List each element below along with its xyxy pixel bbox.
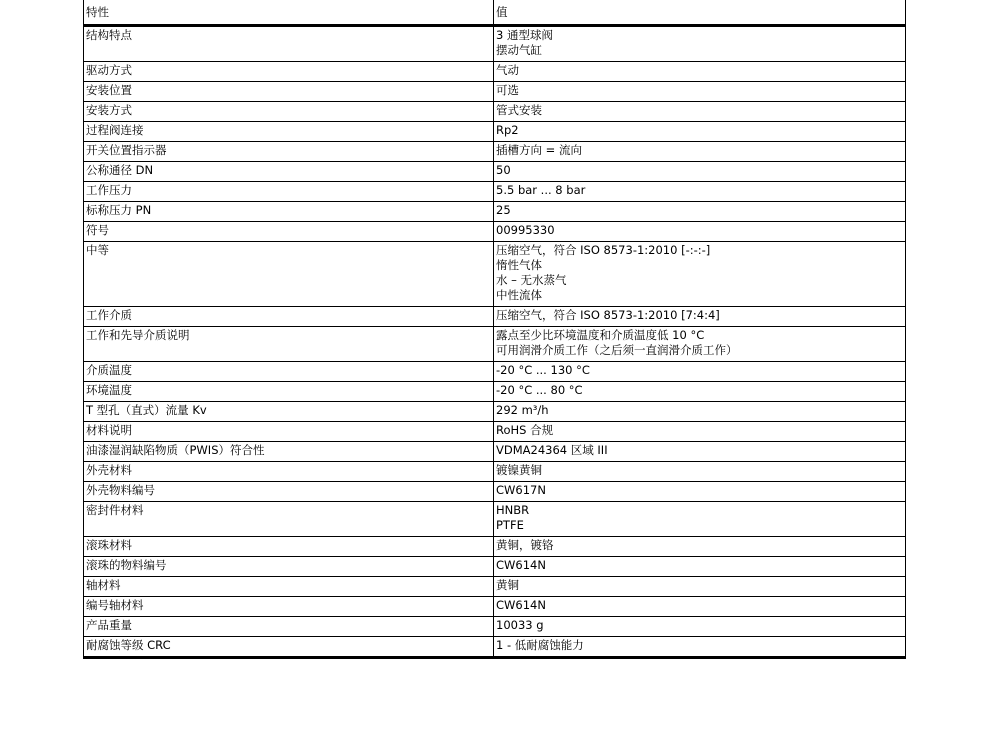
value-line: CW617N [496, 483, 546, 497]
value-cell [494, 442, 906, 462]
table-row [84, 597, 906, 617]
value-cell [494, 182, 906, 202]
value-line: -20 °C ... 130 °C [496, 363, 590, 377]
value-cell [494, 307, 906, 327]
property-cell: 开关位置指示器 [84, 142, 494, 162]
value-cell [494, 402, 906, 422]
value-line: 露点至少比环境温度和介质温度低 10 °C [496, 328, 705, 342]
value-line: 摆动气缸 [496, 43, 542, 57]
value-line: 惰性气体 [496, 258, 542, 272]
value-cell [494, 637, 906, 658]
value-cell [494, 327, 906, 362]
property-cell: 结构特点 [84, 26, 494, 62]
value-cell [494, 537, 906, 557]
table-row [84, 122, 906, 142]
value-line: CW614N [496, 598, 546, 612]
value-line: 10033 g [496, 618, 544, 632]
value-line: 压缩空气，符合 ISO 8573-1:2010 [7:4:4] [496, 308, 720, 322]
table-row [84, 462, 906, 482]
value-line: RoHS 合规 [496, 423, 554, 437]
value-line: 可选 [496, 83, 519, 97]
property-cell: 滚珠的物料编号 [84, 557, 494, 577]
table-row [84, 382, 906, 402]
value-cell [494, 577, 906, 597]
property-cell: 轴材料 [84, 577, 494, 597]
table-row [84, 362, 906, 382]
table-row [84, 242, 906, 307]
property-cell: 滚珠材料 [84, 537, 494, 557]
table-row [84, 26, 906, 62]
property-cell: 标称压力 PN [84, 202, 494, 222]
header-property: 特性 [84, 0, 494, 26]
value-line: 水 – 无水蒸气 [496, 273, 567, 287]
property-cell: 工作介质 [84, 307, 494, 327]
value-line: 3 通型球阀 [496, 28, 553, 42]
value-line: 00995330 [496, 223, 555, 237]
property-cell: 工作和先导介质说明 [84, 327, 494, 362]
table-row [84, 557, 906, 577]
table-row [84, 307, 906, 327]
value-line: VDMA24364 区域 III [496, 443, 608, 457]
table-row [84, 577, 906, 597]
table-row [84, 162, 906, 182]
property-cell: 编号轴材料 [84, 597, 494, 617]
value-cell [494, 597, 906, 617]
table-row [84, 82, 906, 102]
property-cell: T 型孔（直式）流量 Kv [84, 402, 494, 422]
property-cell: 耐腐蚀等级 CRC [84, 637, 494, 658]
property-cell: 产品重量 [84, 617, 494, 637]
value-cell [494, 462, 906, 482]
table-row [84, 442, 906, 462]
value-cell [494, 122, 906, 142]
property-cell: 密封件材料 [84, 502, 494, 537]
property-cell: 外壳材料 [84, 462, 494, 482]
table-row [84, 102, 906, 122]
value-cell [494, 102, 906, 122]
property-cell: 驱动方式 [84, 62, 494, 82]
value-cell [494, 202, 906, 222]
value-cell [494, 362, 906, 382]
value-cell [494, 162, 906, 182]
specification-table [83, 0, 906, 659]
value-line: 气动 [496, 63, 519, 77]
table-row [84, 142, 906, 162]
value-line: 黄铜 [496, 578, 519, 592]
value-cell [494, 422, 906, 442]
value-line: 管式安装 [496, 103, 542, 117]
value-line: 25 [496, 203, 511, 217]
property-cell: 过程阀连接 [84, 122, 494, 142]
header-value: 值 [494, 0, 906, 26]
value-line: 5.5 bar ... 8 bar [496, 183, 586, 197]
table-row [84, 537, 906, 557]
property-cell: 外壳物料编号 [84, 482, 494, 502]
value-cell [494, 382, 906, 402]
table-row [84, 422, 906, 442]
property-cell: 安装方式 [84, 102, 494, 122]
value-line: CW614N [496, 558, 546, 572]
table-row [84, 222, 906, 242]
value-cell [494, 62, 906, 82]
table-row [84, 617, 906, 637]
value-line: 1 - 低耐腐蚀能力 [496, 638, 584, 652]
table-row [84, 502, 906, 537]
property-cell: 材料说明 [84, 422, 494, 442]
table-body [84, 26, 906, 658]
property-cell: 符号 [84, 222, 494, 242]
table-row [84, 62, 906, 82]
value-line: 插槽方向 = 流向 [496, 143, 582, 157]
value-line: 黄铜，镀铬 [496, 538, 554, 552]
value-line: 镀镍黄铜 [496, 463, 542, 477]
value-cell [494, 502, 906, 537]
value-cell [494, 557, 906, 577]
value-cell [494, 222, 906, 242]
value-cell [494, 26, 906, 62]
property-cell: 油漆湿润缺陷物质（PWIS）符合性 [84, 442, 494, 462]
property-cell: 中等 [84, 242, 494, 307]
table-row [84, 327, 906, 362]
table-row [84, 637, 906, 658]
value-line: PTFE [496, 518, 524, 532]
value-line: 中性流体 [496, 288, 542, 302]
property-cell: 介质温度 [84, 362, 494, 382]
value-line: 292 m³/h [496, 403, 549, 417]
property-cell: 公称通径 DN [84, 162, 494, 182]
value-line: 压缩空气，符合 ISO 8573-1:2010 [-:-:-] [496, 243, 711, 257]
table-row [84, 482, 906, 502]
property-cell: 安装位置 [84, 82, 494, 102]
table-row [84, 202, 906, 222]
value-line: 可用润滑介质工作（之后须一直润滑介质工作） [496, 343, 738, 357]
property-cell: 工作压力 [84, 182, 494, 202]
table-row [84, 402, 906, 422]
value-cell [494, 142, 906, 162]
value-line: HNBR [496, 503, 530, 517]
value-cell [494, 82, 906, 102]
value-line: 50 [496, 163, 511, 177]
value-line: -20 °C ... 80 °C [496, 383, 583, 397]
value-cell [494, 482, 906, 502]
value-cell [494, 242, 906, 307]
value-cell [494, 617, 906, 637]
table-row [84, 182, 906, 202]
value-line: Rp2 [496, 123, 519, 137]
property-cell: 环境温度 [84, 382, 494, 402]
table-header-row [84, 0, 906, 26]
